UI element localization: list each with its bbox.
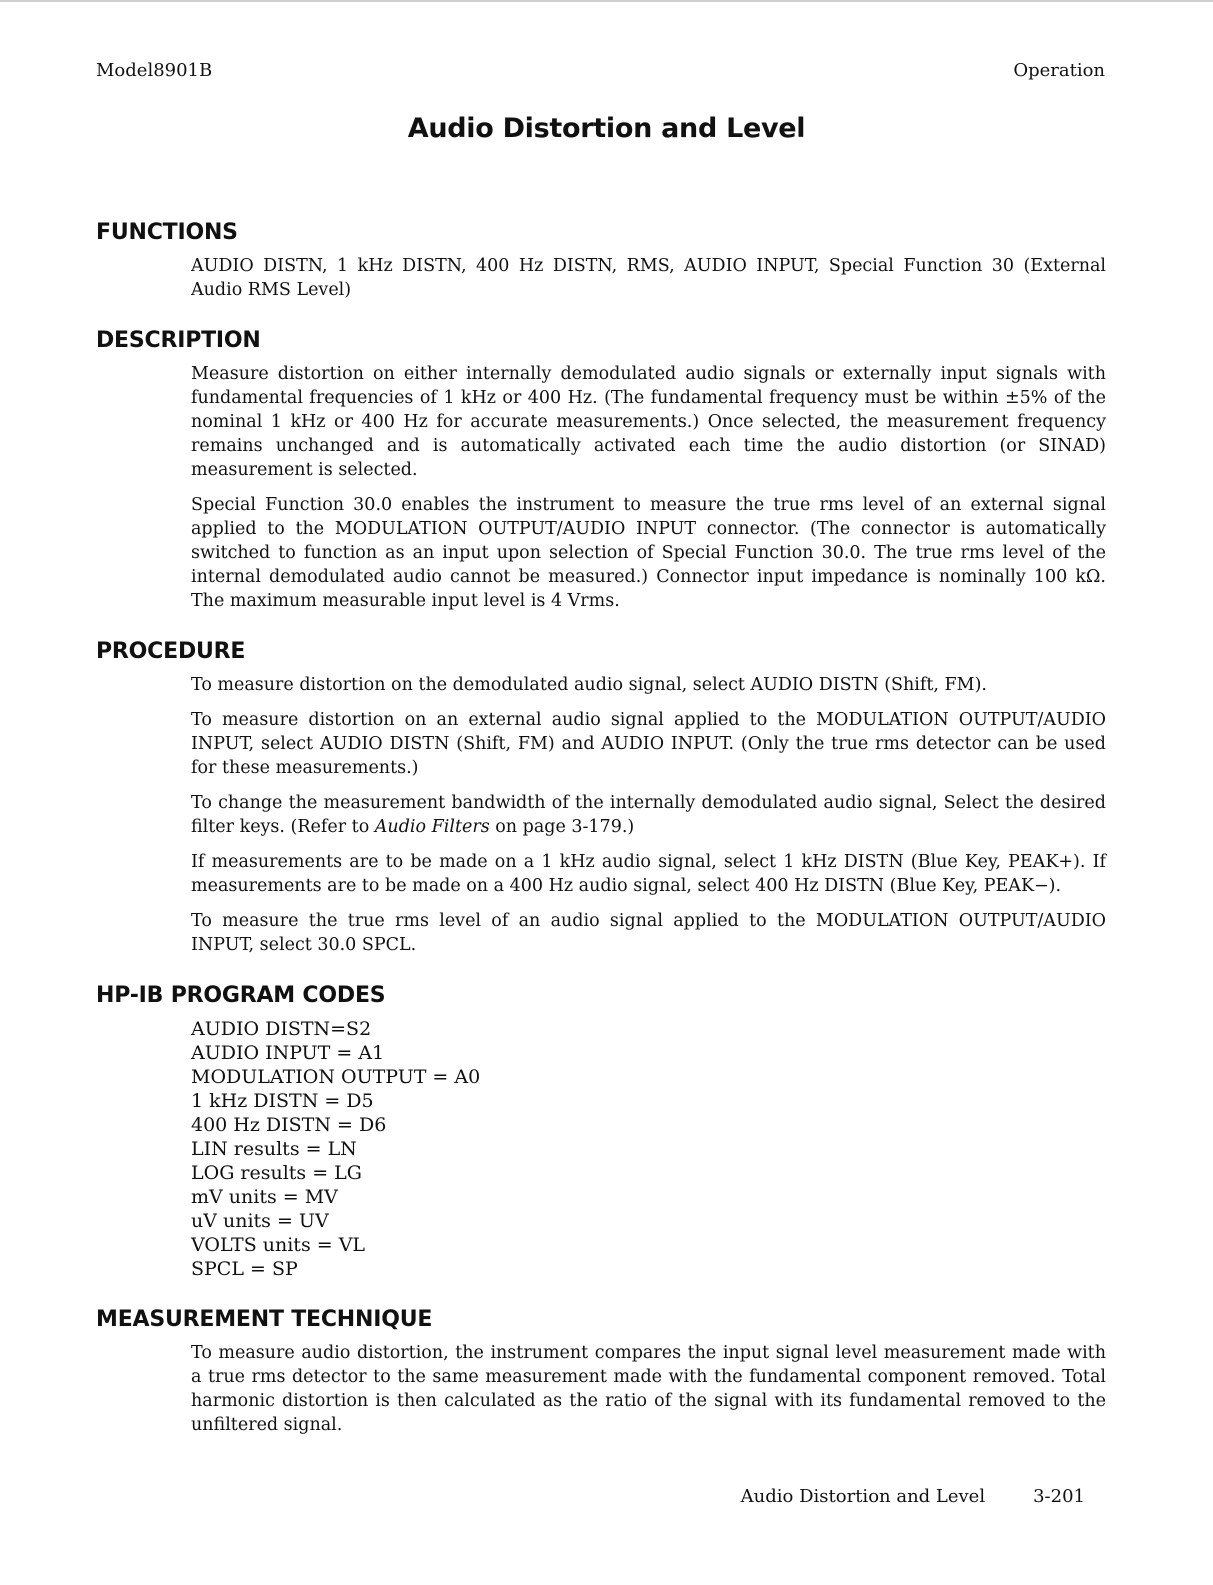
procedure-step: To measure distortion on the demodulated audio signal, select AUDIO DISTN (Shift, FM). xyxy=(191,675,987,695)
measurement-technique-body xyxy=(191,1341,1106,1437)
program-code-item: AUDIO DISTN=S2 xyxy=(191,1018,372,1040)
procedure-step: To measure the true rms level of an audio signal applied to the MODULATION OUTPUT/AUDIO INPUT, select 30.0 SPCL. xyxy=(191,911,1106,955)
program-code-item: AUDIO INPUT = A1 xyxy=(191,1042,385,1064)
description-body xyxy=(191,362,1106,613)
functions-text: AUDIO DISTN, 1 kHz DISTN, 400 Hz DISTN, RMS, AUDIO INPUT, Special Function 30 (External Audio RMS Level) xyxy=(191,256,1106,300)
page-content xyxy=(96,220,1106,1463)
audio-filters-reference: Audio Filters xyxy=(374,817,490,837)
running-head-model: Model8901B xyxy=(96,60,213,81)
description-paragraph: Measure distortion on either internally demodulated audio signals or externally input signals with fundamental frequencies of 1 kHz or 400 Hz. (The fundamental frequency must be within ±5% of the nominal 1 kHz or 400 Hz for accurate measurements.) Once selected, the measurement frequency remains unchanged and is automatically activated each time the audio distortion (or SINAD) measurement is selected. xyxy=(191,364,1106,480)
procedure-step xyxy=(191,791,1106,839)
procedure-step: If measurements are to be made on a 1 kHz audio signal, select 1 kHz DISTN (Blue Key, PEAK+). If measurements are to be made on a 400 Hz audio signal, select 400 Hz DISTN (Blue Key, PEAK−). xyxy=(191,852,1106,896)
measurement-technique-text: To measure audio distortion, the instrument compares the input signal level measurement made with a true rms detector to the same measurement made with the fundamental component removed. Total harmonic distortion is then calculated as the ratio of the signal with its fundamental removed to the unfiltered signal. xyxy=(191,1343,1106,1435)
functions-section xyxy=(96,220,1106,302)
description-heading: DESCRIPTION xyxy=(96,328,261,353)
page-footer xyxy=(741,1486,1085,1507)
description-paragraph: Special Function 30.0 enables the instrument to measure the true rms level of an external signal applied to the MODULATION OUTPUT/AUDIO INPUT connector. (The connector is automatically switched to function as an input upon selection of Special Function 30.0. The true rms level of the internal demodulated audio cannot be measured.) Connector input impedance is nominally 100 kΩ. The maximum measurable input level is 4 Vrms. xyxy=(191,495,1106,611)
program-code-item: SPCL = SP xyxy=(191,1258,298,1280)
description-section xyxy=(96,328,1106,613)
procedure-body xyxy=(191,673,1106,957)
program-code-item: mV units = MV xyxy=(191,1186,338,1208)
procedure-section xyxy=(96,639,1106,957)
program-code-item: LOG results = LG xyxy=(191,1162,362,1184)
measurement-technique-section xyxy=(96,1307,1106,1437)
program-code-item: 1 kHz DISTN = D5 xyxy=(191,1090,374,1112)
program-codes-section xyxy=(96,983,1106,1281)
program-code-item: LIN results = LN xyxy=(191,1138,357,1160)
program-code-item: uV units = UV xyxy=(191,1210,329,1232)
measurement-technique-heading: MEASUREMENT TECHNIQUE xyxy=(96,1307,433,1332)
program-code-item: VOLTS units = VL xyxy=(191,1234,366,1256)
procedure-step-text: To change the measurement bandwidth of the internally demodulated audio signal, Select the desired filter keys. (Refer to xyxy=(191,793,1106,837)
functions-heading: FUNCTIONS xyxy=(96,220,238,245)
top-rule xyxy=(0,0,1213,2)
page-number: 3-201 xyxy=(1033,1486,1085,1507)
program-codes-heading: HP-IB PROGRAM CODES xyxy=(96,983,386,1008)
program-codes-body xyxy=(191,1017,1106,1281)
page-title: Audio Distortion and Level xyxy=(407,113,806,144)
procedure-step-text: on page 3-179.) xyxy=(489,817,635,837)
procedure-heading: PROCEDURE xyxy=(96,639,246,664)
running-head-section: Operation xyxy=(1013,60,1105,81)
footer-title: Audio Distortion and Level xyxy=(740,1486,986,1507)
program-code-item: 400 Hz DISTN = D6 xyxy=(191,1114,387,1136)
procedure-step: To measure distortion on an external audio signal applied to the MODULATION OUTPUT/AUDIO INPUT, select AUDIO DISTN (Shift, FM) and AUDIO INPUT. (Only the true rms detector can be used for these measurements.) xyxy=(191,710,1106,778)
program-code-item: MODULATION OUTPUT = A0 xyxy=(191,1066,481,1088)
functions-body xyxy=(191,254,1106,302)
program-code-list xyxy=(191,1017,1106,1281)
